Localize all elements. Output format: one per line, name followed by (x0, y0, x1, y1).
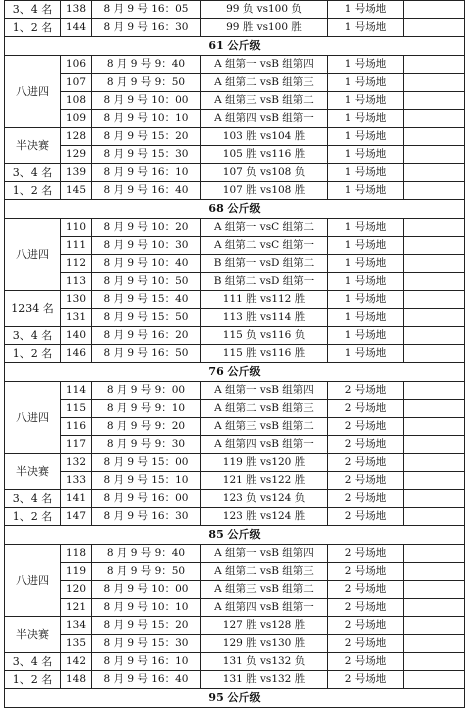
match-id-cell: 121 (61, 599, 92, 617)
blank-cell (404, 599, 465, 617)
blank-cell (404, 219, 465, 237)
match-time-cell: 8 月 9 号 16：10 (92, 653, 201, 671)
matchup-cell: 129 胜 vs130 胜 (201, 635, 328, 653)
blank-cell (404, 400, 465, 418)
venue-cell: 2 号场地 (328, 563, 404, 581)
match-row (5, 255, 465, 273)
match-time-cell: 8 月 9 号 16：40 (92, 182, 201, 200)
match-row (5, 182, 465, 200)
match-row (5, 128, 465, 146)
matchup-cell: 99 胜 vs100 胜 (201, 19, 328, 37)
blank-cell (404, 545, 465, 563)
blank-cell (404, 164, 465, 182)
venue-cell: 1 号场地 (328, 273, 404, 291)
match-time-cell: 8 月 9 号 10：40 (92, 255, 201, 273)
weight-class-title: 76 公斤级 (5, 363, 465, 382)
match-time-cell: 8 月 9 号 15：30 (92, 146, 201, 164)
matchup-cell: A 组第一 vsB 组第四 (201, 382, 328, 400)
weight-class-title: 95 公斤级 (5, 689, 465, 708)
weight-class-title: 85 公斤级 (5, 526, 465, 545)
venue-cell: 1 号场地 (328, 19, 404, 37)
blank-cell (404, 635, 465, 653)
schedule-body (5, 1, 465, 708)
venue-cell: 2 号场地 (328, 508, 404, 526)
blank-cell (404, 653, 465, 671)
matchup-cell: A 组第四 vsB 组第一 (201, 436, 328, 454)
match-row (5, 291, 465, 309)
matchup-cell: A 组第二 vsB 组第三 (201, 74, 328, 92)
match-id-cell: 120 (61, 581, 92, 599)
blank-cell (404, 345, 465, 363)
match-row (5, 436, 465, 454)
match-row (5, 490, 465, 508)
match-row (5, 382, 465, 400)
venue-cell: 2 号场地 (328, 382, 404, 400)
venue-cell: 2 号场地 (328, 581, 404, 599)
matchup-cell: A 组第一 vsB 组第四 (201, 56, 328, 74)
blank-cell (404, 309, 465, 327)
weight-class-title: 68 公斤级 (5, 200, 465, 219)
match-time-cell: 8 月 9 号 15：30 (92, 635, 201, 653)
match-row (5, 454, 465, 472)
blank-cell (404, 490, 465, 508)
match-time-cell: 8 月 9 号 9：30 (92, 436, 201, 454)
venue-cell: 1 号场地 (328, 255, 404, 273)
match-row (5, 635, 465, 653)
matchup-cell: A 组第二 vsC 组第一 (201, 237, 328, 255)
match-row (5, 219, 465, 237)
matchup-cell: 115 胜 vs116 胜 (201, 345, 328, 363)
match-time-cell: 8 月 9 号 16：30 (92, 19, 201, 37)
matchup-cell: 103 胜 vs104 胜 (201, 128, 328, 146)
match-time-cell: 8 月 9 号 16：20 (92, 327, 201, 345)
match-id-cell: 140 (61, 327, 92, 345)
match-time-cell: 8 月 9 号 10：10 (92, 110, 201, 128)
matchup-cell: 119 胜 vs120 胜 (201, 454, 328, 472)
match-time-cell: 8 月 9 号 15：00 (92, 454, 201, 472)
weight-class-row (5, 689, 465, 708)
blank-cell (404, 508, 465, 526)
match-id-cell: 110 (61, 219, 92, 237)
weight-class-row (5, 526, 465, 545)
venue-cell: 2 号场地 (328, 545, 404, 563)
blank-cell (404, 56, 465, 74)
venue-cell: 2 号场地 (328, 671, 404, 689)
matchup-cell: 127 胜 vs128 胜 (201, 617, 328, 635)
round-group-cell: 八进四 (5, 545, 61, 617)
match-row (5, 581, 465, 599)
venue-cell: 1 号场地 (328, 291, 404, 309)
venue-cell: 2 号场地 (328, 436, 404, 454)
venue-cell: 2 号场地 (328, 635, 404, 653)
match-id-cell: 135 (61, 635, 92, 653)
weight-class-title: 61 公斤级 (5, 37, 465, 56)
venue-cell: 1 号场地 (328, 128, 404, 146)
blank-cell (404, 454, 465, 472)
match-id-cell: 132 (61, 454, 92, 472)
venue-cell: 1 号场地 (328, 92, 404, 110)
match-id-cell: 147 (61, 508, 92, 526)
venue-cell: 1 号场地 (328, 1, 404, 19)
round-group-cell: 半决赛 (5, 128, 61, 164)
match-time-cell: 8 月 9 号 15：50 (92, 309, 201, 327)
match-id-cell: 113 (61, 273, 92, 291)
match-time-cell: 8 月 9 号 15：20 (92, 617, 201, 635)
venue-cell: 1 号场地 (328, 74, 404, 92)
matchup-cell: A 组第三 vsB 组第二 (201, 581, 328, 599)
venue-cell: 1 号场地 (328, 110, 404, 128)
match-id-cell: 116 (61, 418, 92, 436)
match-row (5, 56, 465, 74)
match-id-cell: 117 (61, 436, 92, 454)
match-id-cell: 130 (61, 291, 92, 309)
round-group-cell: 1234 名 (5, 291, 61, 327)
match-time-cell: 8 月 9 号 9：20 (92, 418, 201, 436)
blank-cell (404, 1, 465, 19)
match-id-cell: 134 (61, 617, 92, 635)
match-id-cell: 144 (61, 19, 92, 37)
match-id-cell: 107 (61, 74, 92, 92)
blank-cell (404, 472, 465, 490)
match-id-cell: 131 (61, 309, 92, 327)
match-time-cell: 8 月 9 号 9：10 (92, 400, 201, 418)
match-id-cell: 108 (61, 92, 92, 110)
match-time-cell: 8 月 9 号 9：40 (92, 545, 201, 563)
blank-cell (404, 617, 465, 635)
match-row (5, 273, 465, 291)
round-group-cell: 半决赛 (5, 454, 61, 490)
venue-cell: 1 号场地 (328, 182, 404, 200)
venue-cell: 2 号场地 (328, 490, 404, 508)
match-row (5, 563, 465, 581)
match-id-cell: 115 (61, 400, 92, 418)
venue-cell: 2 号场地 (328, 617, 404, 635)
match-time-cell: 8 月 9 号 9：00 (92, 382, 201, 400)
matchup-cell: 113 胜 vs114 胜 (201, 309, 328, 327)
venue-cell: 1 号场地 (328, 219, 404, 237)
match-time-cell: 8 月 9 号 16：00 (92, 490, 201, 508)
matchup-cell: 99 负 vs100 负 (201, 1, 328, 19)
matchup-cell: 105 胜 vs116 胜 (201, 146, 328, 164)
match-row (5, 164, 465, 182)
match-row (5, 671, 465, 689)
match-row (5, 345, 465, 363)
round-cell: 1、2 名 (5, 671, 61, 689)
match-row (5, 327, 465, 345)
round-group-cell: 半决赛 (5, 617, 61, 653)
blank-cell (404, 291, 465, 309)
match-id-cell: 118 (61, 545, 92, 563)
match-row (5, 19, 465, 37)
matchup-cell: 111 胜 vs112 胜 (201, 291, 328, 309)
match-id-cell: 112 (61, 255, 92, 273)
match-row (5, 92, 465, 110)
match-id-cell: 138 (61, 1, 92, 19)
blank-cell (404, 327, 465, 345)
round-group-cell: 八进四 (5, 382, 61, 454)
match-row (5, 146, 465, 164)
venue-cell: 1 号场地 (328, 327, 404, 345)
blank-cell (404, 110, 465, 128)
match-row (5, 1, 465, 19)
match-id-cell: 129 (61, 146, 92, 164)
blank-cell (404, 273, 465, 291)
blank-cell (404, 146, 465, 164)
blank-cell (404, 128, 465, 146)
match-row (5, 237, 465, 255)
matchup-cell: A 组第二 vsB 组第三 (201, 400, 328, 418)
matchup-cell: 131 负 vs132 负 (201, 653, 328, 671)
blank-cell (404, 255, 465, 273)
match-time-cell: 8 月 9 号 10：00 (92, 92, 201, 110)
round-cell: 1、2 名 (5, 345, 61, 363)
match-id-cell: 141 (61, 490, 92, 508)
matchup-cell: A 组第二 vsB 组第三 (201, 563, 328, 581)
venue-cell: 2 号场地 (328, 454, 404, 472)
match-time-cell: 8 月 9 号 16：05 (92, 1, 201, 19)
round-group-cell: 八进四 (5, 219, 61, 291)
match-time-cell: 8 月 9 号 15：40 (92, 291, 201, 309)
match-id-cell: 109 (61, 110, 92, 128)
matchup-cell: 123 负 vs124 负 (201, 490, 328, 508)
matchup-cell: 131 胜 vs132 胜 (201, 671, 328, 689)
venue-cell: 2 号场地 (328, 599, 404, 617)
venue-cell: 1 号场地 (328, 345, 404, 363)
match-id-cell: 142 (61, 653, 92, 671)
weight-class-row (5, 200, 465, 219)
match-time-cell: 8 月 9 号 10：50 (92, 273, 201, 291)
match-id-cell: 148 (61, 671, 92, 689)
round-cell: 3、4 名 (5, 1, 61, 19)
venue-cell: 2 号场地 (328, 418, 404, 436)
venue-cell: 2 号场地 (328, 400, 404, 418)
round-cell: 1、2 名 (5, 19, 61, 37)
match-id-cell: 119 (61, 563, 92, 581)
match-time-cell: 8 月 9 号 15：10 (92, 472, 201, 490)
match-time-cell: 8 月 9 号 9：50 (92, 74, 201, 92)
match-time-cell: 8 月 9 号 16：40 (92, 671, 201, 689)
match-row (5, 545, 465, 563)
matchup-cell: A 组第三 vsB 组第二 (201, 418, 328, 436)
match-time-cell: 8 月 9 号 10：10 (92, 599, 201, 617)
venue-cell: 1 号场地 (328, 237, 404, 255)
match-row (5, 472, 465, 490)
match-time-cell: 8 月 9 号 15：20 (92, 128, 201, 146)
match-id-cell: 111 (61, 237, 92, 255)
blank-cell (404, 436, 465, 454)
venue-cell: 1 号场地 (328, 146, 404, 164)
round-cell: 3、4 名 (5, 164, 61, 182)
match-time-cell: 8 月 9 号 16：50 (92, 345, 201, 363)
blank-cell (404, 237, 465, 255)
round-cell: 1、2 名 (5, 508, 61, 526)
matchup-cell: A 组第一 vsB 组第四 (201, 545, 328, 563)
blank-cell (404, 671, 465, 689)
matchup-cell: 107 胜 vs108 胜 (201, 182, 328, 200)
match-time-cell: 8 月 9 号 9：40 (92, 56, 201, 74)
match-time-cell: 8 月 9 号 10：00 (92, 581, 201, 599)
venue-cell: 2 号场地 (328, 472, 404, 490)
matchup-cell: B 组第一 vsD 组第二 (201, 255, 328, 273)
blank-cell (404, 182, 465, 200)
matchup-cell: 123 胜 vs124 胜 (201, 508, 328, 526)
matchup-cell: A 组第三 vsB 组第二 (201, 92, 328, 110)
round-cell: 3、4 名 (5, 490, 61, 508)
match-time-cell: 8 月 9 号 10：30 (92, 237, 201, 255)
match-row (5, 508, 465, 526)
matchup-cell: 115 负 vs116 负 (201, 327, 328, 345)
blank-cell (404, 74, 465, 92)
blank-cell (404, 418, 465, 436)
schedule-table (4, 0, 465, 708)
matchup-cell: 107 负 vs108 负 (201, 164, 328, 182)
match-id-cell: 145 (61, 182, 92, 200)
match-id-cell: 139 (61, 164, 92, 182)
match-id-cell: 128 (61, 128, 92, 146)
match-row (5, 653, 465, 671)
blank-cell (404, 19, 465, 37)
match-time-cell: 8 月 9 号 16：30 (92, 508, 201, 526)
match-row (5, 110, 465, 128)
match-row (5, 599, 465, 617)
round-group-cell: 八进四 (5, 56, 61, 128)
matchup-cell: A 组第一 vsC 组第二 (201, 219, 328, 237)
round-cell: 1、2 名 (5, 182, 61, 200)
blank-cell (404, 563, 465, 581)
match-time-cell: 8 月 9 号 10：20 (92, 219, 201, 237)
blank-cell (404, 382, 465, 400)
match-row (5, 74, 465, 92)
match-id-cell: 106 (61, 56, 92, 74)
match-row (5, 400, 465, 418)
blank-cell (404, 92, 465, 110)
venue-cell: 1 号场地 (328, 56, 404, 74)
matchup-cell: A 组第四 vsB 组第一 (201, 110, 328, 128)
match-id-cell: 146 (61, 345, 92, 363)
match-row (5, 617, 465, 635)
match-time-cell: 8 月 9 号 16：10 (92, 164, 201, 182)
round-cell: 3、4 名 (5, 653, 61, 671)
matchup-cell: B 组第二 vsD 组第一 (201, 273, 328, 291)
match-row (5, 309, 465, 327)
match-time-cell: 8 月 9 号 9：50 (92, 563, 201, 581)
match-id-cell: 114 (61, 382, 92, 400)
match-row (5, 418, 465, 436)
weight-class-row (5, 37, 465, 56)
matchup-cell: 121 胜 vs122 胜 (201, 472, 328, 490)
venue-cell: 1 号场地 (328, 164, 404, 182)
weight-class-row (5, 363, 465, 382)
blank-cell (404, 581, 465, 599)
venue-cell: 1 号场地 (328, 309, 404, 327)
matchup-cell: A 组第四 vsB 组第一 (201, 599, 328, 617)
match-id-cell: 133 (61, 472, 92, 490)
venue-cell: 2 号场地 (328, 653, 404, 671)
round-cell: 3、4 名 (5, 327, 61, 345)
